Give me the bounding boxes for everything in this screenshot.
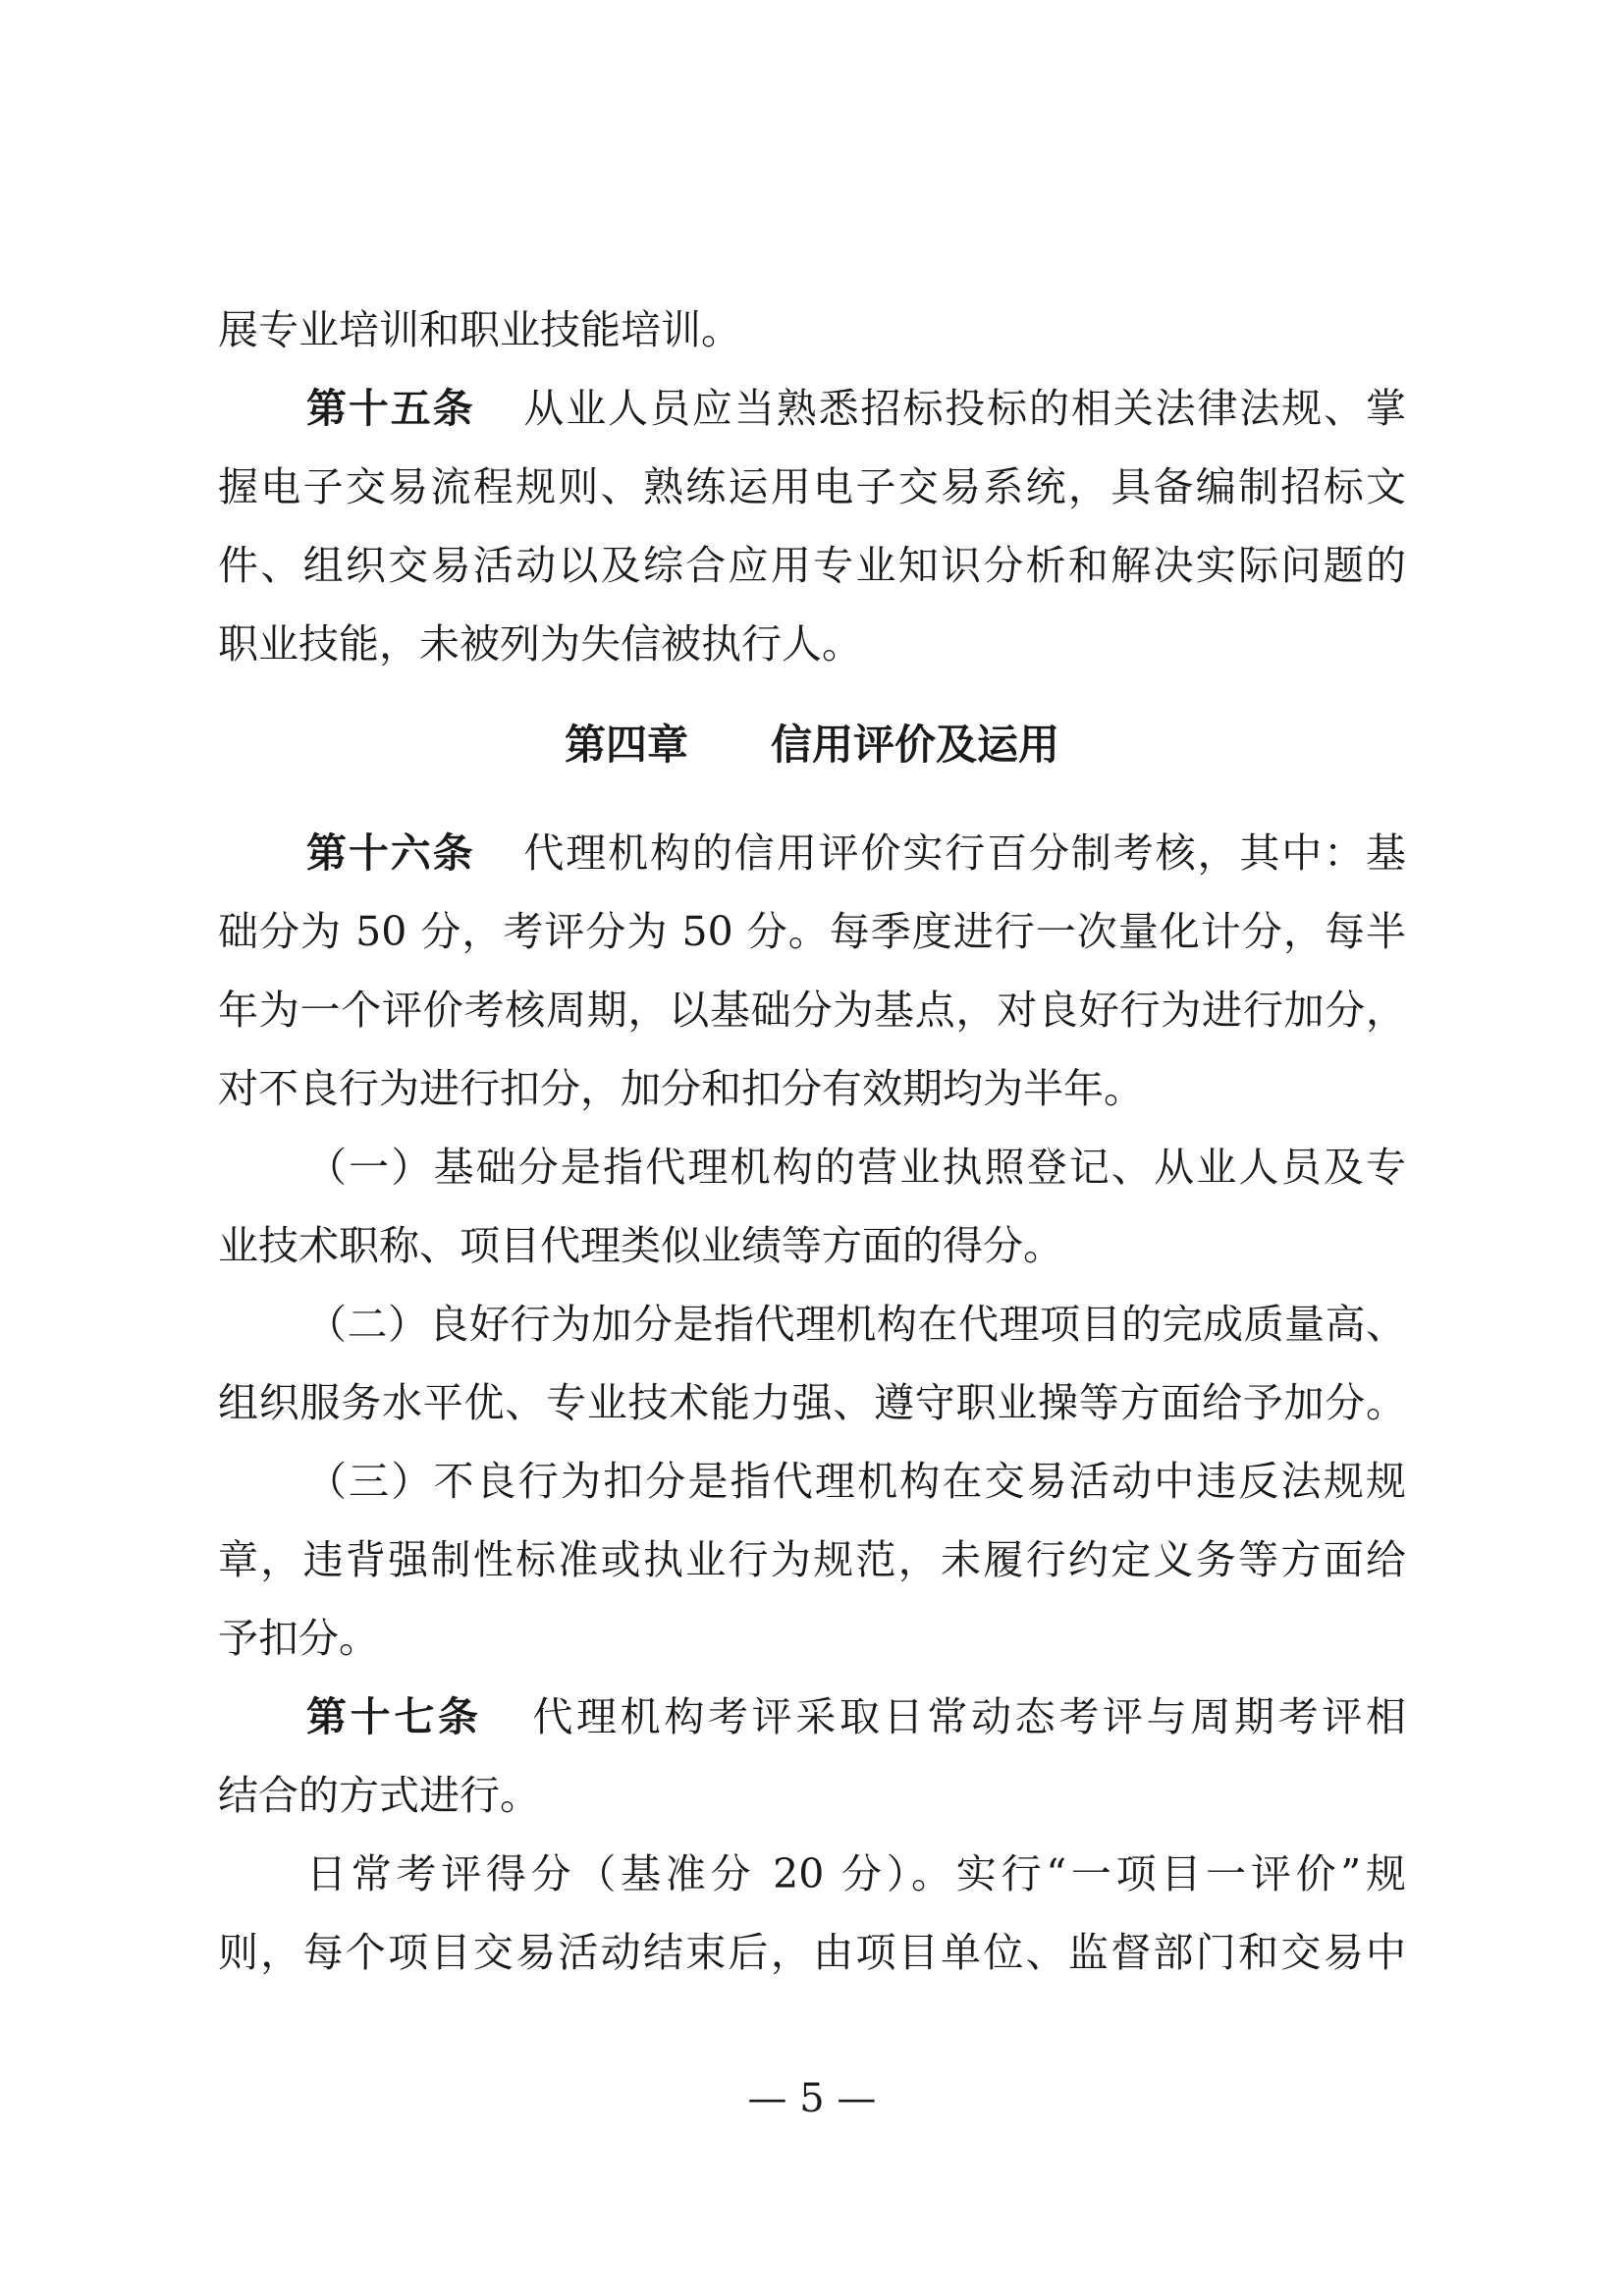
article-17-label: 第十七条 — [306, 1693, 482, 1740]
body-line: 章，违背强制性标准或执业行为规范，未履行约定义务等方面给 — [218, 1536, 1406, 1583]
body-line: 业技术职称、项目代理类似业绩等方面的得分。 — [218, 1222, 1063, 1269]
body-line: 件、组织交易活动以及综合应用专业知识分析和解决实际问题的 — [218, 542, 1406, 589]
body-line: 则，每个项目交易活动结束后，由项目单位、监督部门和交易中 — [218, 1929, 1406, 1976]
body-line: 组织服务水平优、专业技术能力强、遵守职业操等方面给予加分。 — [218, 1379, 1406, 1426]
body-line: 予扣分。 — [218, 1615, 379, 1662]
body-line: 握电子交易流程规则、熟练运用电子交易系统，具备编制招标文 — [218, 463, 1406, 510]
body-line: 展专业培训和职业技能培训。 — [218, 306, 741, 353]
article-16-label: 第十六条 — [306, 829, 475, 877]
body-line: （一）基础分是指代理机构的营业执照登记、从业人员及专 — [306, 1144, 1406, 1191]
body-line: 年为一个评价考核周期，以基础分为基点，对良好行为进行加分， — [218, 987, 1406, 1034]
article-15-label: 第十五条 — [306, 385, 475, 432]
body-line: 日常考评得分（基准分 20 分）。实行“一项目一评价”规 — [306, 1850, 1406, 1897]
chapter-heading: 第四章 信用评价及运用 — [564, 721, 1059, 769]
article-16-first-line: 第十六条 代理机构的信用评价实行百分制考核，其中：基 — [306, 829, 1407, 877]
body-line: 对不良行为进行扣分，加分和扣分有效期均为半年。 — [218, 1065, 1144, 1112]
body-line: （三）不良行为扣分是指代理机构在交易活动中违反法规规 — [306, 1458, 1406, 1505]
article-17-first-line: 第十七条 代理机构考评采取日常动态考评与周期考评相 — [306, 1693, 1407, 1740]
article-15-first-line: 第十五条 从业人员应当熟悉招标投标的相关法律法规、掌 — [306, 385, 1407, 432]
body-line: 结合的方式进行。 — [218, 1772, 540, 1819]
page-number: — 5 — — [747, 2076, 877, 2121]
body-line: （二）良好行为加分是指代理机构在代理项目的完成质量高、 — [306, 1301, 1406, 1348]
body-line: 职业技能，未被列为失信被执行人。 — [218, 620, 862, 667]
body-line: 础分为 50 分，考评分为 50 分。每季度进行一次量化计分，每半 — [218, 908, 1406, 955]
